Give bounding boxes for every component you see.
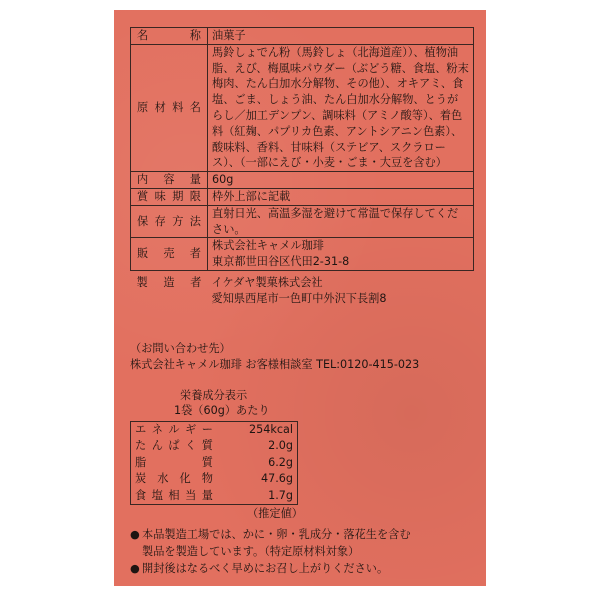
nutrition-row	[131, 438, 298, 454]
spec-row-storage	[131, 205, 474, 238]
bullet-icon: ●	[130, 562, 140, 575]
notes-section	[130, 526, 480, 577]
nutrition-row	[131, 488, 298, 505]
nutrition-name: エネルギー	[135, 423, 213, 436]
spec-row-content	[131, 172, 474, 189]
food-label-panel	[114, 10, 486, 586]
product-spec-table	[130, 27, 474, 307]
spec-row-expiry	[131, 188, 474, 205]
nutrition-name: たんぱく質	[135, 439, 213, 453]
contact-line: 株式会社キャメル珈琲 お客様相談室 TEL:0120-415-023	[130, 358, 420, 371]
spec-value-name: 油菓子	[208, 28, 474, 45]
nutrition-value: 254kcal	[249, 423, 293, 436]
bullet-icon: ●	[130, 528, 140, 541]
spec-value-expiry: 枠外上部に記載	[208, 188, 474, 205]
nutrition-row	[131, 455, 298, 471]
nutrition-table	[130, 421, 298, 505]
contact-info	[130, 341, 480, 373]
nutrition-value: 1.7g	[268, 488, 293, 502]
spec-row-seller	[131, 238, 474, 271]
spec-row-maker	[131, 270, 474, 306]
spec-key-storage: 保存方法	[137, 214, 201, 228]
note-item	[130, 560, 480, 577]
nutrition-value: 6.2g	[268, 455, 293, 469]
contact-heading: （お問い合わせ先）	[130, 342, 231, 355]
nutrition-value: 2.0g	[268, 439, 293, 453]
nutrition-name: 炭水化物	[135, 472, 213, 486]
nutrition-name: 脂 質	[135, 455, 213, 469]
spec-key-expiry: 賞味期限	[137, 189, 201, 203]
note-item	[130, 526, 480, 560]
nutrition-row	[131, 422, 298, 439]
spec-key-ingredients: 原材料名	[137, 101, 201, 115]
spec-value-seller: 株式会社キャメル珈琲 東京都世田谷区代田2-31-8	[208, 238, 474, 271]
nutrition-value: 47.6g	[260, 472, 293, 486]
nutrition-title: 栄養成分表示	[180, 389, 248, 402]
spec-key-content: 内容量	[137, 173, 201, 187]
nutrition-estimate-note: （推定値）	[247, 507, 303, 520]
spec-value-storage: 直射日光、高温多湿を避けて常温で保存してください。	[208, 205, 474, 238]
nutrition-row	[131, 471, 298, 487]
note-text: 開封後はなるべく早めにお召し上がりください。	[142, 562, 389, 575]
nutrition-heading	[174, 388, 270, 418]
spec-value-maker: イケダヤ製菓株式会社 愛知県西尾市一色町中外沢下長割8	[211, 275, 387, 305]
spec-key-name: 名 称	[137, 29, 201, 42]
spec-key-seller: 販売者	[137, 247, 201, 261]
nutrition-name: 食塩相当量	[135, 488, 213, 502]
note-text: 本品製造工場では、かに・卵・乳成分・落花生を含む	[142, 528, 411, 541]
note-continuation: 製品を製造しています。（特定原材料対象）	[142, 545, 360, 558]
spec-key-maker: 製造者	[136, 275, 202, 289]
spec-row-name	[131, 28, 474, 45]
nutrition-serving: 1袋（60g）あたり	[174, 404, 270, 417]
spec-row-ingredients	[131, 44, 474, 171]
spec-value-ingredients: 馬鈴しょでん粉（馬鈴しょ（北海道産））、植物油脂、えび、梅風味パウダー（ぶどう糖、食塩、粉末梅肉、たん白加水分解物、その他）、オキアミ、食塩、ごま、しょう油、たん白加水分解物、とうがらし／加工デンプン、調味料（アミノ酸等）、着色料（紅麹、パプリカ色素、アントシアニン色素）、酸味料、香料、甘味料（ステビア、スクラロース）、（一部にえび・小麦・ごま・大豆を含む）	[208, 44, 474, 171]
spec-value-content: 60g	[208, 172, 474, 189]
